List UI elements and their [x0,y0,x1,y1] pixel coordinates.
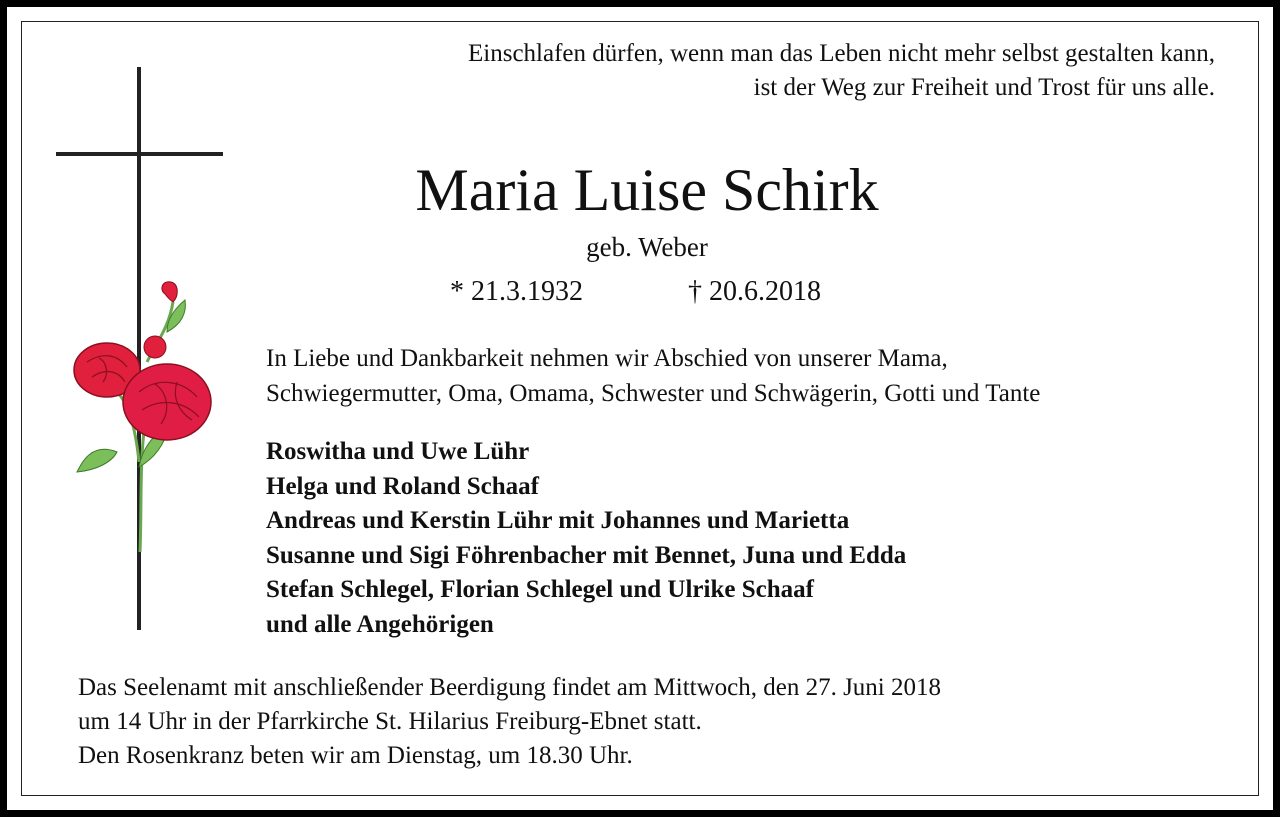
birth-name: geb. Weber [586,232,708,262]
rose-icon [74,282,211,552]
death-date: † 20.6.2018 [688,276,821,307]
cross-with-roses [47,62,237,642]
farewell-line-1: In Liebe und Dankbarkeit nehmen wir Abschied von unserer Mama, [266,345,948,372]
mourner-line: und alle Angehörigen [266,610,494,638]
service-info [78,671,941,773]
mourners-list [266,435,906,642]
mourner-line: Andreas und Kerstin Lühr mit Johannes und Marietta [266,507,850,534]
motto-line-1: Einschlafen dürfen, wenn man das Leben nicht mehr selbst gestalten kann, [468,40,1215,67]
deceased-name-text: Maria Luise Schirk [415,157,879,223]
mourner-line: Helga und Roland Schaaf [266,472,539,500]
mourner-line: Roswitha und Uwe Lühr [266,438,530,465]
service-line-1: Das Seelenamt mit anschließender Beerdigung findet am Mittwoch, den 27. Juni 2018 [78,674,942,701]
service-line-2: um 14 Uhr in der Pfarrkirche St. Hilarius Freiburg-Ebnet statt. [78,708,702,735]
mourner-line: Susanne und Sigi Föhrenbacher mit Bennet, Juna und Edda [266,541,907,569]
mourner-line: Stefan Schlegel, Florian Schlegel und Ulrike Schaaf [266,576,814,603]
farewell-line-2: Schwiegermutter, Oma, Omama, Schwester und Schwägerin, Gotti und Tante [266,380,1041,407]
deceased-name [7,155,1280,225]
service-line-3: Den Rosenkranz beten wir am Dienstag, um 18.30 Uhr. [78,742,633,769]
birth-date: * 21.3.1932 [450,276,583,307]
farewell-text [266,341,1040,411]
motto [468,37,1215,105]
motto-line-2: ist der Weg zur Freiheit und Trost für uns alle. [753,74,1215,101]
